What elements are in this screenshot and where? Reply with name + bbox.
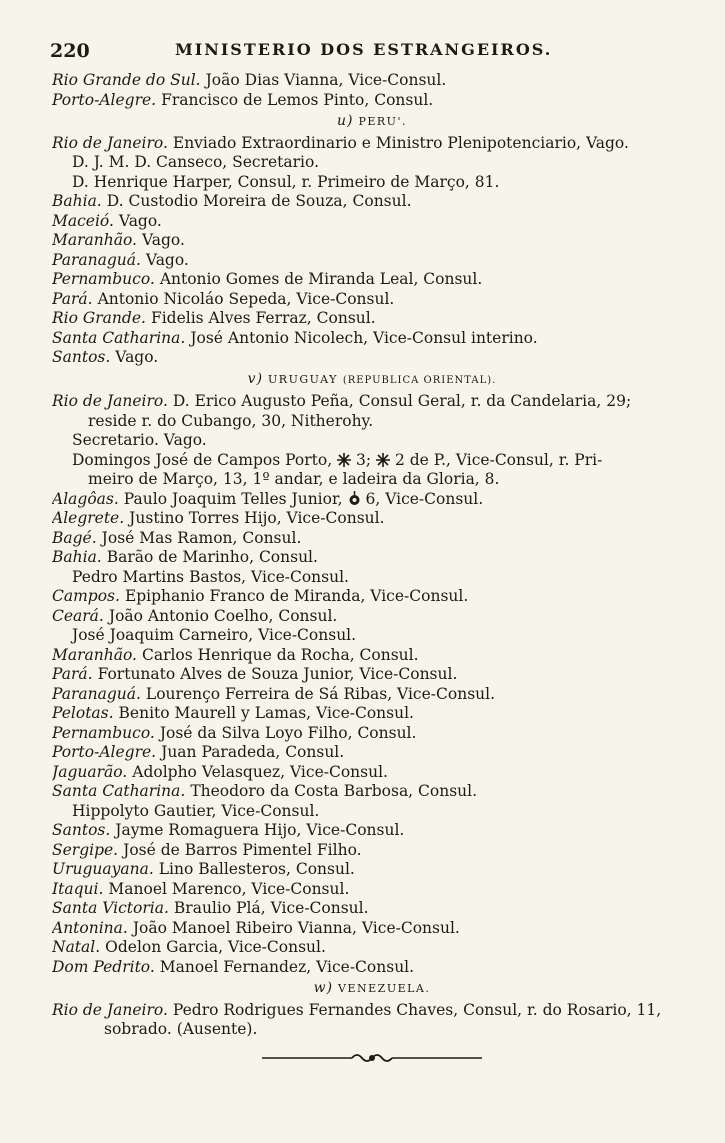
entry-line bbox=[52, 646, 692, 666]
entry-text: Benito Maurell y Lamas, Vice-Consul. bbox=[118, 704, 414, 722]
entry-line bbox=[52, 919, 692, 939]
city-name: Santos. bbox=[52, 821, 111, 839]
city-name: Porto-Alegre. bbox=[52, 743, 157, 761]
city-name: Alagôas. bbox=[52, 489, 119, 508]
city-name: Paranaguá. bbox=[52, 684, 141, 703]
entry-text: Manoel Marenco, Vice-Consul. bbox=[108, 879, 350, 898]
city-name: Rio de Janeiro. bbox=[52, 392, 168, 410]
entry-text: Barão de Marinho, Consul. bbox=[106, 548, 318, 566]
continuation-line: reside r. do Cubango, 30, Nitherohy. bbox=[88, 411, 374, 430]
entry-text: Jayme Romaguera Hijo, Vice-Consul. bbox=[115, 821, 405, 839]
entry-line bbox=[52, 509, 692, 529]
entry-line bbox=[52, 763, 692, 783]
city-name: Maranhão. bbox=[52, 231, 137, 249]
entry-text: Francisco de Lemos Pinto, Consul. bbox=[161, 90, 434, 109]
page-number: 220 bbox=[50, 40, 90, 62]
entry-line bbox=[52, 71, 692, 91]
entry-text: José de Barros Pimentel Filho. bbox=[123, 840, 362, 859]
city-name: Ceará. bbox=[52, 606, 104, 625]
city-name: Porto-Alegre. bbox=[52, 90, 157, 109]
staff-text: 2 de P., Vice-Consul, r. Pri- bbox=[394, 450, 603, 469]
entry-line bbox=[52, 880, 692, 900]
city-name: Itaqui. bbox=[52, 879, 104, 898]
entry-text: João Dias Vianna, Vice-Consul. bbox=[205, 71, 447, 89]
city-name: Maceió. bbox=[52, 211, 114, 230]
entry-line bbox=[52, 899, 692, 919]
section-country: VENEZUELA. bbox=[338, 982, 431, 995]
entry-line bbox=[52, 91, 692, 111]
entry-text: Lourenço Ferreira de Sá Ribas, Vice-Consul. bbox=[145, 684, 496, 703]
city-name: Pernambuco. bbox=[52, 270, 155, 288]
entry-text: Vago. bbox=[141, 231, 185, 249]
entry-text: João Antonio Coelho, Consul. bbox=[108, 606, 338, 625]
entry-text: Carlos Henrique da Rocha, Consul. bbox=[141, 645, 419, 664]
entry-line bbox=[52, 309, 692, 329]
entry-line bbox=[52, 782, 692, 802]
entry-line bbox=[52, 724, 692, 744]
uruguay-entries bbox=[52, 509, 692, 977]
staff-line: Secretario. Vago. bbox=[72, 431, 207, 449]
entry-text: Lino Ballesteros, Consul. bbox=[158, 860, 355, 878]
entry-text: Adolpho Velasquez, Vice-Consul. bbox=[132, 762, 388, 781]
order-medal-icon bbox=[348, 491, 361, 506]
city-name: Pará. bbox=[52, 289, 93, 308]
entry-text: Enviado Extraordinario e Ministro Plenipotenciario, Vago. bbox=[172, 133, 629, 152]
entry-line bbox=[52, 685, 692, 705]
entry-text: José Antonio Nicolech, Vice-Consul interino. bbox=[190, 328, 538, 347]
entry-line bbox=[52, 802, 692, 822]
entry-line bbox=[52, 348, 692, 368]
entry-text: Theodoro da Costa Barbosa, Consul. bbox=[190, 782, 478, 800]
directory-text bbox=[52, 71, 692, 1064]
entry-line bbox=[52, 1001, 692, 1021]
section-subtitle: (REPUBLICA ORIENTAL). bbox=[342, 374, 497, 386]
entry-text: Pedro Rodrigues Fernandes Chaves, Consul, r. do Rosario, 11, bbox=[172, 1000, 662, 1019]
city-name: Uruguayana. bbox=[52, 860, 154, 878]
entry-text: Justino Torres Hijo, Vice-Consul. bbox=[129, 509, 385, 527]
entry-text: Hippolyto Gautier, Vice-Consul. bbox=[72, 801, 320, 820]
city-name: Pernambuco. bbox=[52, 723, 155, 742]
entry-text: Juan Paradeda, Consul. bbox=[161, 743, 345, 761]
entry-text: Epiphanio Franco de Miranda, Vice-Consul. bbox=[124, 587, 469, 605]
entry-line bbox=[52, 134, 692, 154]
entry-line bbox=[52, 841, 692, 861]
city-name: Bahia. bbox=[52, 192, 102, 210]
entry-text: Pedro Martins Bastos, Vice-Consul. bbox=[72, 567, 349, 586]
city-name: Dom Pedrito. bbox=[52, 957, 155, 976]
ornament-rule-icon bbox=[262, 1052, 482, 1064]
entry-line bbox=[52, 821, 692, 841]
city-name: Rio Grande do Sul. bbox=[52, 71, 201, 89]
entry-text: João Manoel Ribeiro Vianna, Vice-Consul. bbox=[132, 918, 460, 937]
city-name: Bahia. bbox=[52, 548, 102, 566]
city-name: Rio de Janeiro. bbox=[52, 133, 168, 152]
entry-text: Braulio Plá, Vice-Consul. bbox=[173, 899, 369, 917]
entry-line bbox=[52, 231, 692, 251]
staff-line bbox=[52, 451, 692, 471]
entry-line bbox=[52, 938, 692, 958]
section-heading-peru bbox=[52, 110, 692, 134]
section-letter: w) bbox=[313, 980, 334, 996]
city-name: Santos. bbox=[52, 348, 111, 366]
entry-line bbox=[52, 329, 692, 349]
city-name: Rio de Janeiro. bbox=[52, 1000, 168, 1019]
entry-line bbox=[52, 490, 692, 510]
entry-line bbox=[52, 270, 692, 290]
running-title: MINISTERIO DOS ESTRANGEIROS. bbox=[175, 40, 553, 59]
entry-line bbox=[52, 568, 692, 588]
entry-line bbox=[52, 607, 692, 627]
entry-text: Manoel Fernandez, Vice-Consul. bbox=[159, 957, 415, 976]
entry-text: 6, Vice-Consul. bbox=[365, 489, 484, 508]
entry-line bbox=[52, 192, 692, 212]
staff-text: 3; bbox=[356, 450, 372, 469]
continuation-line: meiro de Março, 13, 1º andar, e ladeira da Gloria, 8. bbox=[88, 470, 500, 488]
entry-text: D. Erico Augusto Peña, Consul Geral, r. da Candelaria, 29; bbox=[172, 392, 632, 410]
entry-line bbox=[52, 587, 692, 607]
entry-text: José Joaquim Carneiro, Vice-Consul. bbox=[72, 626, 357, 644]
staff-line: D. Henrique Harper, Consul, r. Primeiro de Março, 81. bbox=[72, 172, 500, 191]
city-name: Alegrete. bbox=[52, 509, 125, 527]
entry-text: José da Silva Loyo Filho, Consul. bbox=[159, 723, 417, 742]
city-name: Santa Catharina. bbox=[52, 328, 186, 347]
order-cross-icon bbox=[376, 453, 390, 467]
staff-text: Domingos José de Campos Porto, bbox=[72, 450, 333, 469]
city-name: Antonina. bbox=[52, 918, 128, 937]
section-country: PERU'. bbox=[358, 115, 407, 128]
order-cross-icon bbox=[337, 453, 351, 467]
city-name: Pelotas. bbox=[52, 704, 114, 722]
entry-line bbox=[52, 212, 692, 232]
entry-text: Fortunato Alves de Souza Junior, Vice-Consul. bbox=[97, 665, 458, 683]
city-name: Bagé. bbox=[52, 528, 97, 547]
city-name: Jaguarão. bbox=[52, 762, 128, 781]
entry-line bbox=[52, 290, 692, 310]
section-country: URUGUAY bbox=[268, 372, 338, 386]
entry-line bbox=[52, 860, 692, 880]
entry-line bbox=[52, 743, 692, 763]
section-letter: u) bbox=[337, 113, 354, 129]
entry-text: Antonio Gomes de Miranda Leal, Consul. bbox=[159, 270, 483, 288]
city-name: Santa Victoria. bbox=[52, 899, 169, 917]
entry-text: Vago. bbox=[115, 348, 159, 366]
continuation-line: sobrado. (Ausente). bbox=[104, 1020, 258, 1038]
city-name: Natal. bbox=[52, 938, 101, 956]
staff-line: D. J. M. D. Canseco, Secretario. bbox=[72, 153, 320, 171]
entry-text: Paulo Joaquim Telles Junior, bbox=[123, 489, 343, 508]
peru-entries bbox=[52, 192, 692, 368]
entry-text: D. Custodio Moreira de Souza, Consul. bbox=[106, 192, 412, 210]
entry-line bbox=[52, 251, 692, 271]
entry-text: Vago. bbox=[145, 250, 189, 269]
printer-ornament-rule bbox=[52, 1052, 692, 1064]
running-header bbox=[50, 40, 690, 64]
city-name: Sergipe. bbox=[52, 840, 119, 859]
entry-text: José Mas Ramon, Consul. bbox=[101, 528, 302, 547]
entry-line bbox=[52, 626, 692, 646]
entry-line bbox=[52, 665, 692, 685]
entry-text: Fidelis Alves Ferraz, Consul. bbox=[150, 309, 376, 327]
section-heading-uruguay bbox=[52, 368, 692, 393]
entry-text: Odelon Garcia, Vice-Consul. bbox=[105, 938, 326, 956]
city-name: Campos. bbox=[52, 587, 120, 605]
entry-line bbox=[52, 548, 692, 568]
city-name: Paranaguá. bbox=[52, 250, 141, 269]
section-heading-venezuela bbox=[52, 977, 692, 1001]
entry-text: Antonio Nicoláo Sepeda, Vice-Consul. bbox=[97, 289, 395, 308]
city-name: Santa Catharina. bbox=[52, 782, 186, 800]
entry-line bbox=[52, 958, 692, 978]
entry-line bbox=[52, 704, 692, 724]
city-name: Rio Grande. bbox=[52, 309, 146, 327]
entry-text: Vago. bbox=[118, 211, 162, 230]
entry-line bbox=[52, 392, 692, 412]
city-name: Maranhão. bbox=[52, 645, 137, 664]
section-letter: v) bbox=[247, 370, 264, 387]
entry-line bbox=[52, 529, 692, 549]
city-name: Pará. bbox=[52, 665, 93, 683]
